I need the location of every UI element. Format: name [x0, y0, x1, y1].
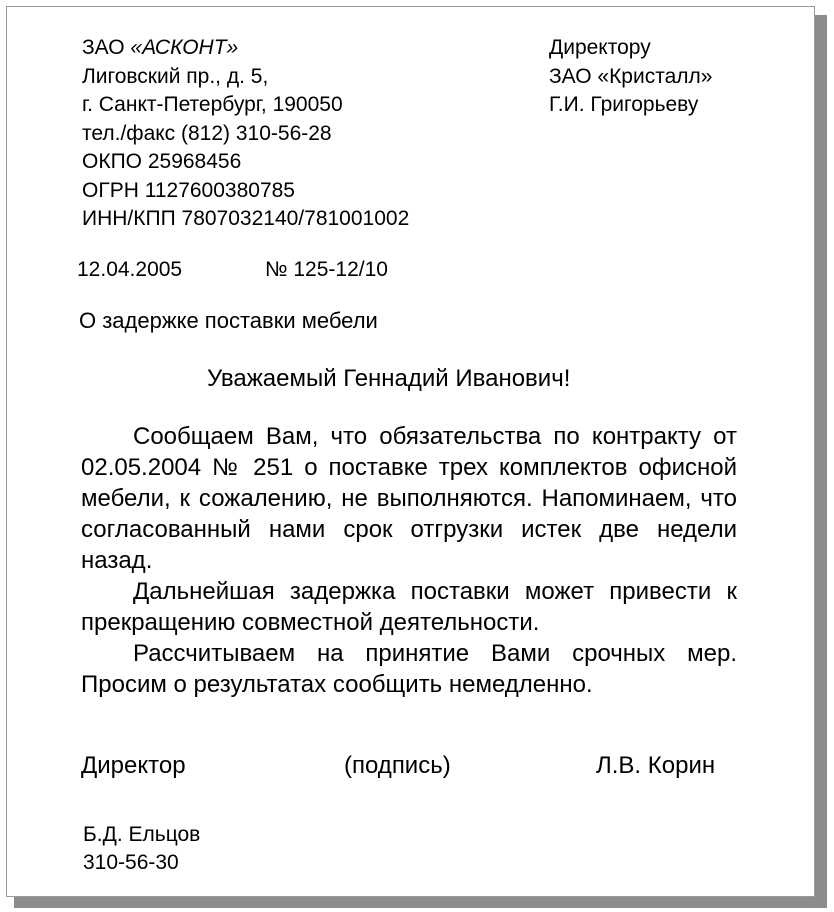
executor-block — [83, 821, 200, 877]
letter-page — [6, 6, 815, 897]
body-paragraph: Рассчитываем на принятие Вами срочных мер. Просим о результатах сообщить немедленно. — [81, 640, 737, 698]
sender-ogrn: ОГРН 1127600380785 — [82, 178, 295, 202]
signature-position: Директор — [81, 752, 186, 779]
sender-company — [82, 35, 409, 64]
letter-number: № 125-12/10 — [265, 258, 388, 281]
executor-phone: 310-56-30 — [83, 851, 179, 874]
sender-okpo: ОКПО 25968456 — [82, 150, 242, 173]
signature-row — [81, 750, 737, 781]
addressee-line2: ЗАО «Кристалл» — [549, 64, 713, 88]
company-name: «АСКОНТ» — [130, 36, 239, 59]
sender-address-line2: г. Санкт-Петербург, 190050 — [82, 93, 343, 116]
addressee-line1: Директору — [549, 36, 651, 59]
sender-inn-kpp: ИНН/КПП 7807032140/781001002 — [82, 207, 410, 230]
letter-subject: О задержке поставки мебели — [79, 308, 378, 333]
salutation: Уважаемый Геннадий Иванович! — [207, 365, 571, 392]
body-paragraph: Дальнейшая задержка поставки может привести к прекращению совместной деятельности. — [81, 578, 737, 636]
sender-block — [82, 35, 409, 235]
sender-address-line1: Лиговский пр., д. 5, — [82, 64, 269, 88]
addressee-block — [549, 35, 712, 121]
addressee-line3: Г.И. Григорьеву — [549, 93, 699, 116]
letter-body — [81, 421, 737, 700]
signature-placeholder: (подпись) — [344, 752, 451, 779]
sender-phone: тел./факс (812) 310-56-28 — [82, 121, 332, 145]
letter-date: 12.04.2005 — [77, 258, 183, 281]
signature-name: Л.В. Корин — [596, 752, 716, 779]
body-paragraph: Сообщаем Вам, что обязательства по контракту от 02.05.2004 № 251 о поставке трех комплектов офисной мебели, к сожалению, не выполняются. Напоминаем, что согласованный нами срок отгрузки истек две недели назад. — [81, 423, 737, 574]
executor-name: Б.Д. Ельцов — [83, 823, 201, 846]
company-prefix: ЗАО — [82, 36, 131, 59]
